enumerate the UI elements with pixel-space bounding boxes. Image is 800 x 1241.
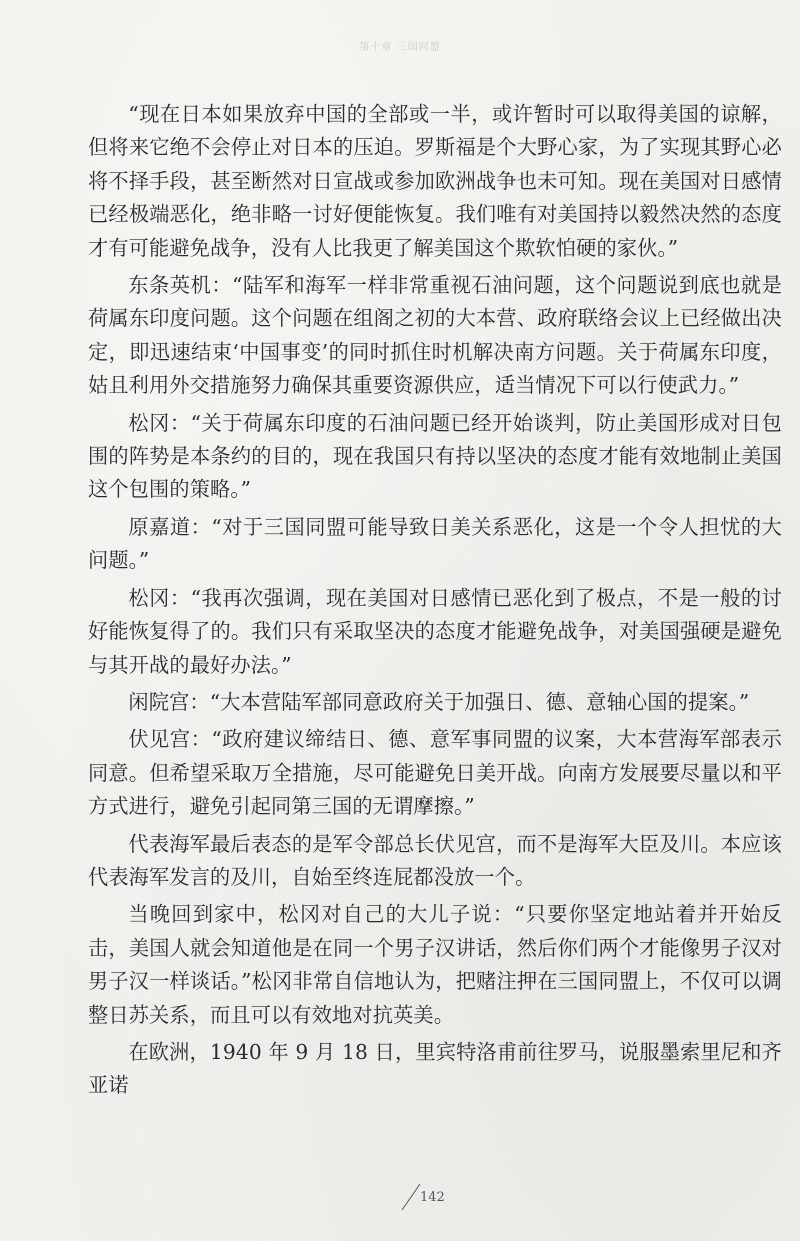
paragraph: 闲院宫：“大本营陆军部同意政府关于加强日、德、意轴心国的提案。” xyxy=(128,689,750,714)
paragraph: 伏见宫：“政府建议缔结日、德、意军事同盟的议案，大本营海军部表示同意。但希望采取万全措施，尽可能避免日美开战。向南方发展要尽量以和平方式进行，避免引起同第三国的无谓摩擦。” xyxy=(88,727,782,819)
paragraph: 东条英机：“陆军和海军一样非常重视石油问题，这个问题说到底也就是荷属东印度问题。这个问题在组阁之初的大本营、政府联络会议上已经做出决定，即迅速结束‘中国事变’的同时抓住时机解决南方问题。关于荷属东印度，姑且利用外交措施努力确保其重要资源供应，适当情况下可以行使武力。” xyxy=(88,273,782,398)
running-head: 第十章 三国同盟 xyxy=(359,42,441,53)
paragraph: “现在日本如果放弃中国的全部或一半，或许暂时可以取得美国的谅解，但将来它绝不会停止对日本的压迫。罗斯福是个大野心家，为了实现其野心必将不择手段，甚至断然对日宣战或参加欧洲战争也未可知。现在美国对日感情已经极端恶化，绝非略一讨好便能恢复。我们唯有对美国持以毅然决然的态度才有可能避免战争，没有人比我更了解美国这个欺软怕硬的家伙。” xyxy=(88,102,782,260)
paragraph: 代表海军最后表态的是军令部总长伏见宫，而不是海军大臣及川。本应该代表海军发言的及川，自始至终连屁都没放一个。 xyxy=(88,831,782,889)
paragraph: 松冈：“我再次强调，现在美国对日感情已恶化到了极点，不是一般的讨好能恢复得了的。我们只有采取坚决的态度才能避免战争，对美国强硬是避免与其开战的最好办法。” xyxy=(88,585,782,677)
paragraph: 在欧洲，1940 年 9 月 18 日，里宾特洛甫前往罗马，说服墨索里尼和齐亚诺 xyxy=(88,1039,782,1098)
paragraph: 当晚回到家中，松冈对自己的大儿子说：“只要你坚定地站着并开始反击，美国人就会知道他是在同一个男子汉讲话，然后你们两个才能像男子汉对男子汉一样谈话。”松冈非常自信地认为，把赌注押在三国同盟上，不仅可以调整日苏关系，而且可以有效地对抗英美。 xyxy=(88,902,782,1027)
page-number: 142 xyxy=(420,1190,445,1205)
body-text xyxy=(88,98,782,1107)
paragraph: 原嘉道：“对于三国同盟可能导致日美关系恶化，这是一个令人担忧的大问题。” xyxy=(88,514,782,573)
paragraph: 松冈：“关于荷属东印度的石油问题已经开始谈判，防止美国形成对日包围的阵势是本条约的目的，现在我国只有持以坚决的态度才能有效地制止美国这个包围的策略。” xyxy=(88,410,782,502)
